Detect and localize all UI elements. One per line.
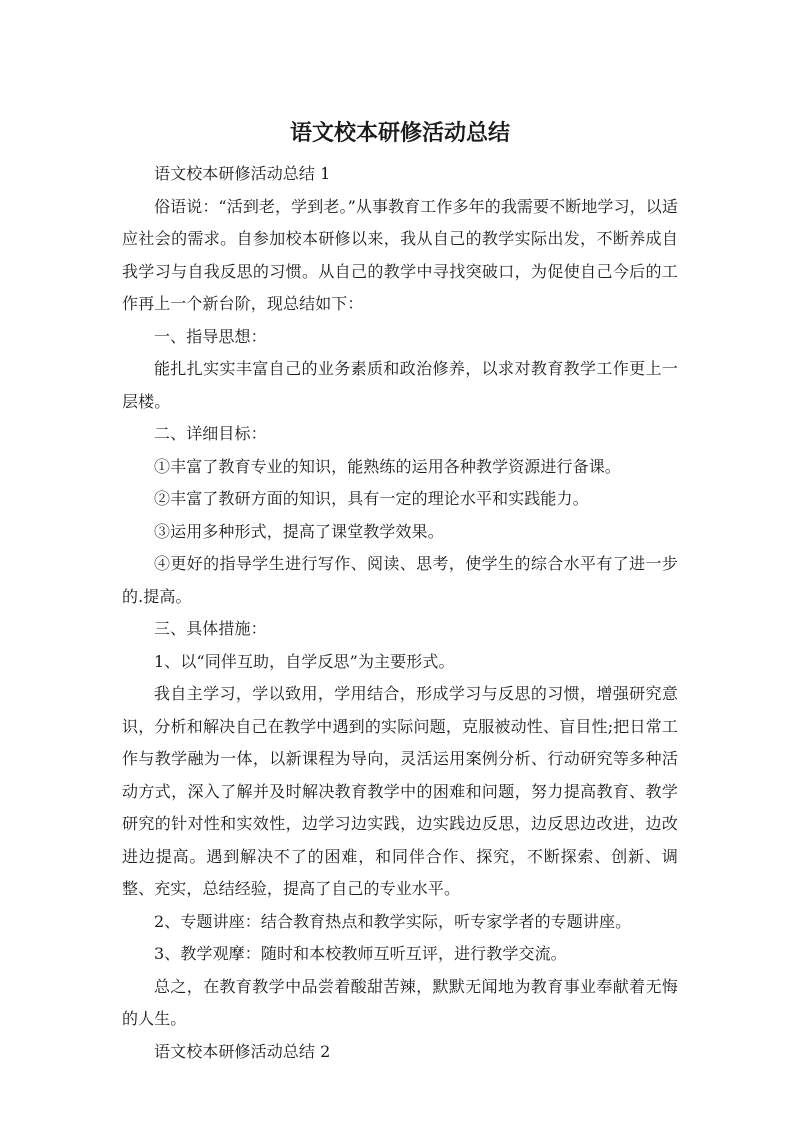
section-heading-1: 语文校本研修活动总结 1 bbox=[154, 164, 331, 183]
goal-item-1: ①丰富了教育专业的知识，能熟练的运用各种教学资源进行备课。 bbox=[154, 456, 621, 476]
goal-item-3: ③运用多种形式，提高了课堂教学效果。 bbox=[154, 521, 444, 541]
measure-item-2: 2、专题讲座：结合教育热点和教学实际，听专家学者的专题讲座。 bbox=[154, 911, 632, 931]
goal-item-4: ④更好的指导学生进行写作、阅读、思考，使学生的综合水平有了进一步的.提高。 bbox=[122, 554, 678, 606]
heading-guiding-ideology: 一、指导思想： bbox=[154, 326, 267, 346]
measure-1-paragraph: 我自主学习，学以致用，学用结合，形成学习与反思的习惯，增强研究意识，分析和解决自己在教学中遇到的实际问题，克服被动性、盲目性;把日常工作与教学融为一体，以新课程为导向，灵活运用案例分析、行动研究等多种活动方式，深入了解并及时解决教育教学中的困难和问题，努力提高教育、教学研究的针对性和实效性，边学习边实践，边实践边反思，边反思边改进，边改进边提高。遇到解决不了的困难，和同伴合作、探究，不断探索、创新、调整、充实，总结经验，提高了自己的专业水平。 bbox=[122, 684, 678, 898]
intro-paragraph: 俗语说：“活到老，学到老。”从事教育工作多年的我需要不断地学习，以适应社会的需求。自参加校本研修以来，我从自己的教学实际出发，不断养成自我学习与自我反思的习惯。从自己的教学中寻找突破口，为促使自己今后的工作再上一个新台阶，现总结如下： bbox=[122, 196, 678, 313]
heading-specific-measures: 三、具体措施： bbox=[154, 619, 267, 638]
section-heading-2: 语文校本研修活动总结 2 bbox=[154, 1041, 331, 1061]
document-body bbox=[122, 158, 678, 1068]
heading-detailed-goals: 二、详细目标： bbox=[154, 424, 267, 443]
measure-item-3: 3、教学观摩：随时和本校教师互听互评，进行教学交流。 bbox=[154, 944, 567, 963]
document-title: 语文校本研修活动总结 bbox=[289, 121, 510, 146]
goal-item-2: ②丰富了教研方面的知识，具有一定的理论水平和实践能力。 bbox=[154, 489, 589, 508]
guiding-ideology-paragraph: 能扎扎实实丰富自己的业务素质和政治修养，以求对教育教学工作更上一层楼。 bbox=[122, 359, 678, 411]
measure-item-1: 1、以“同伴互助，自学反思”为主要形式。 bbox=[154, 651, 455, 671]
conclusion-paragraph: 总之，在教育教学中品尝着酸甜苦辣，默默无闻地为教育事业奉献着无悔的人生。 bbox=[122, 976, 678, 1028]
